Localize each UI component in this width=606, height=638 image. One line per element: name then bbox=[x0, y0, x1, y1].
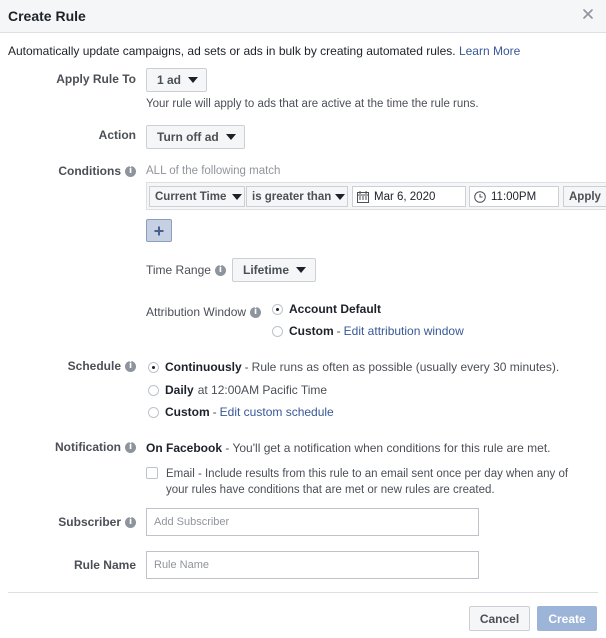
footer-divider bbox=[8, 592, 598, 593]
notification-label-text: Notification bbox=[55, 440, 121, 454]
learn-more-link[interactable]: Learn More bbox=[458, 44, 521, 58]
intro-text bbox=[8, 44, 520, 58]
edit-custom-schedule-link[interactable]: Edit custom schedule bbox=[219, 405, 334, 419]
separator-dash: - bbox=[225, 441, 233, 455]
action-value: Turn off ad bbox=[157, 130, 219, 144]
condition-time-value: 11:00PM bbox=[491, 190, 537, 203]
schedule-label-text: Schedule bbox=[67, 359, 121, 373]
info-icon[interactable]: i bbox=[125, 517, 136, 528]
rule-name-label bbox=[74, 558, 136, 572]
radio-unselected[interactable] bbox=[272, 326, 283, 337]
attribution-label-text: Attribution Window bbox=[146, 305, 247, 319]
subscriber-label-text: Subscriber bbox=[58, 515, 121, 529]
caret-down-icon bbox=[188, 77, 198, 83]
attribution-option-custom[interactable] bbox=[272, 324, 464, 338]
rule-name-input[interactable] bbox=[146, 551, 479, 579]
email-text-line-2: your rules have conditions that are met or new rules are created. bbox=[166, 484, 495, 496]
attribution-option-default[interactable] bbox=[272, 302, 381, 316]
radio-selected[interactable] bbox=[148, 362, 159, 373]
email-checkbox[interactable] bbox=[146, 467, 158, 479]
subscriber-label bbox=[58, 515, 136, 529]
dialog-header bbox=[0, 0, 606, 33]
conditions-label bbox=[58, 164, 136, 178]
attribution-default-label: Account Default bbox=[289, 302, 382, 316]
notification-label bbox=[55, 440, 136, 454]
time-range-dropdown[interactable] bbox=[232, 258, 316, 282]
schedule-daily-label: Daily bbox=[165, 383, 194, 397]
caret-down-icon bbox=[226, 134, 236, 140]
action-label-text: Action bbox=[98, 128, 136, 142]
email-notification-text bbox=[166, 466, 568, 498]
info-icon[interactable]: i bbox=[125, 442, 136, 453]
action-dropdown[interactable] bbox=[146, 125, 245, 149]
caret-down-icon bbox=[296, 267, 306, 273]
create-button[interactable]: Create bbox=[537, 606, 597, 631]
info-icon[interactable]: i bbox=[125, 361, 136, 372]
attribution-custom-label: Custom bbox=[289, 324, 334, 338]
time-range-value: Lifetime bbox=[243, 263, 290, 277]
time-range-label bbox=[146, 263, 226, 277]
radio-unselected[interactable] bbox=[148, 407, 159, 418]
apply-rule-hint: Your rule will apply to ads that are active at the time the rule runs. bbox=[146, 98, 479, 110]
caret-down-icon bbox=[335, 194, 345, 200]
apply-rule-label-text: Apply Rule To bbox=[56, 72, 136, 86]
condition-row bbox=[146, 182, 606, 210]
apply-rule-value: 1 ad bbox=[157, 73, 182, 87]
schedule-label bbox=[68, 359, 136, 373]
rule-name-label-text: Rule Name bbox=[73, 558, 136, 572]
plus-icon bbox=[154, 226, 164, 236]
edit-attribution-link[interactable]: Edit attribution window bbox=[343, 324, 464, 338]
cancel-button[interactable]: Cancel bbox=[469, 606, 530, 631]
notification-facebook bbox=[146, 441, 551, 455]
apply-rule-dropdown[interactable] bbox=[146, 68, 207, 92]
radio-selected[interactable] bbox=[272, 304, 283, 315]
separator-dash: - bbox=[336, 324, 341, 338]
condition-date-value: Mar 6, 2020 bbox=[374, 190, 436, 203]
intro-description: Automatically update campaigns, ad sets or ads in bulk by creating automated rules. bbox=[8, 44, 456, 58]
schedule-daily-desc: at 12:00AM Pacific Time bbox=[197, 383, 328, 397]
notification-facebook-label: On Facebook bbox=[146, 441, 223, 455]
schedule-continuously-desc: Rule runs as often as possible (usually every 30 minutes). bbox=[251, 360, 560, 374]
separator-dash: - bbox=[212, 405, 217, 419]
condition-operator-dropdown[interactable] bbox=[246, 186, 348, 207]
action-label bbox=[99, 128, 136, 142]
condition-apply-button[interactable] bbox=[563, 186, 606, 207]
condition-apply-label: Apply bbox=[569, 190, 601, 203]
info-icon[interactable]: i bbox=[125, 166, 136, 177]
email-text-line-1: Email - Include results from this rule to an email sent once per day when any of bbox=[166, 468, 569, 480]
close-icon[interactable] bbox=[582, 8, 594, 20]
calendar-icon bbox=[357, 191, 369, 203]
condition-field-dropdown[interactable] bbox=[149, 186, 245, 207]
schedule-option-daily[interactable] bbox=[148, 383, 327, 397]
radio-unselected[interactable] bbox=[148, 385, 159, 396]
attribution-label bbox=[146, 305, 261, 319]
apply-rule-label bbox=[56, 72, 136, 86]
notification-facebook-desc: You'll get a notification when conditions for this rule are met. bbox=[232, 441, 551, 455]
conditions-label-text: Conditions bbox=[58, 164, 121, 178]
schedule-option-custom[interactable] bbox=[148, 405, 334, 419]
schedule-option-continuously[interactable] bbox=[148, 360, 559, 374]
condition-date-input[interactable] bbox=[352, 186, 466, 207]
info-icon[interactable]: i bbox=[250, 307, 261, 318]
conditions-match-text: ALL of the following match bbox=[146, 165, 281, 177]
separator-dash: - bbox=[244, 360, 249, 374]
schedule-continuously-label: Continuously bbox=[165, 360, 242, 374]
caret-down-icon bbox=[232, 194, 242, 200]
info-icon[interactable]: i bbox=[215, 265, 226, 276]
subscriber-input[interactable] bbox=[146, 508, 479, 536]
clock-icon bbox=[474, 191, 486, 203]
schedule-custom-label: Custom bbox=[165, 405, 210, 419]
condition-time-input[interactable] bbox=[469, 186, 559, 207]
dialog-title: Create Rule bbox=[8, 8, 86, 24]
condition-field-value: Current Time bbox=[155, 190, 227, 203]
time-range-label-text: Time Range bbox=[146, 263, 211, 277]
condition-operator-value: is greater than bbox=[252, 190, 332, 203]
add-condition-button[interactable] bbox=[146, 219, 172, 242]
